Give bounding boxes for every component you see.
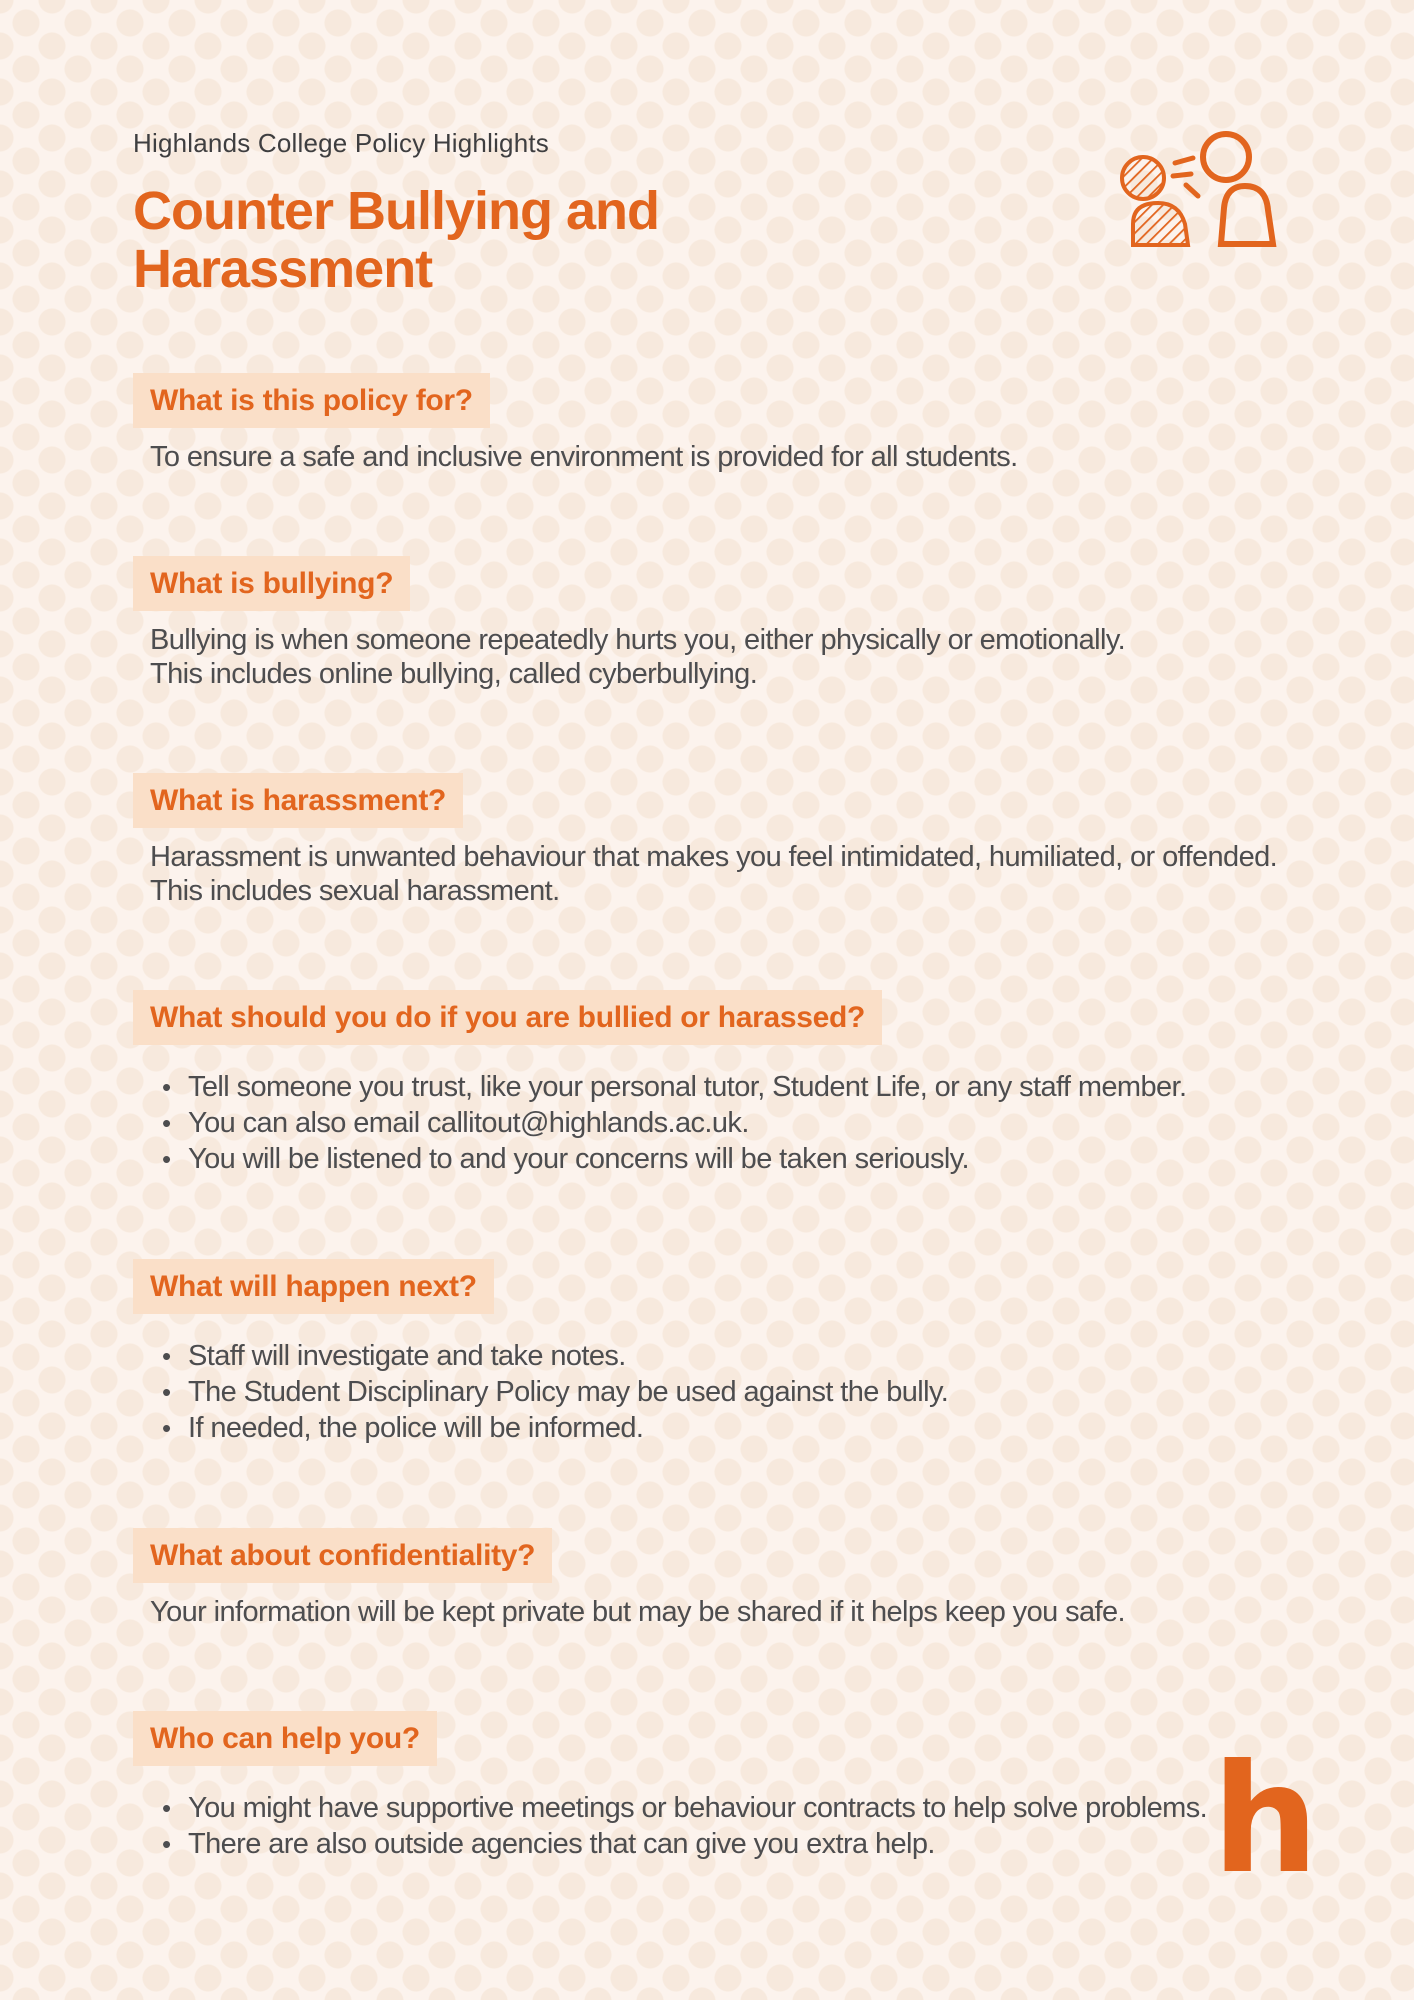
section-confidentiality <box>133 1528 1324 1629</box>
eyebrow-text: Highlands College Policy Highlights <box>133 128 549 158</box>
section-heading: Who can help you? <box>133 1711 437 1766</box>
section-paragraph: Bullying is when someone repeatedly hurts you, either physically or emotionally. <box>150 624 1126 656</box>
person-shouting-at-person-icon <box>1113 118 1285 270</box>
section-heading: What is harassment? <box>133 773 463 828</box>
section-policy-purpose <box>133 373 1324 474</box>
bullet-list <box>150 1338 1324 1446</box>
bullet-item: • You will be listened to and your concerns will be taken seriously. <box>150 1141 1324 1177</box>
section-paragraph: Your information will be kept private but may be shared if it helps keep you safe. <box>150 1596 1125 1628</box>
section-paragraph: To ensure a safe and inclusive environment is provided for all students. <box>150 441 1018 473</box>
bullet-item: • You might have supportive meetings or behaviour contracts to help solve problems. <box>150 1790 1324 1826</box>
section-heading: What about confidentiality? <box>133 1528 552 1583</box>
section-what-is-bullying <box>133 556 1324 691</box>
section-heading: What is this policy for? <box>133 373 490 428</box>
page-title: Counter Bullying and Harassment <box>133 181 659 299</box>
bullet-item: • There are also outside agencies that can give you extra help. <box>150 1826 1324 1862</box>
bullet-list <box>150 1790 1324 1862</box>
section-heading: What should you do if you are bullied or harassed? <box>133 990 882 1045</box>
section-what-happens-next <box>133 1259 1324 1446</box>
sections-container <box>133 373 1324 1862</box>
highlands-h-logo: h <box>1212 1733 1317 1907</box>
bullet-item: • If needed, the police will be informed. <box>150 1410 1324 1446</box>
bullet-item: • The Student Disciplinary Policy may be used against the bully. <box>150 1374 1324 1410</box>
section-paragraph: This includes online bullying, called cyberbullying. <box>150 658 758 690</box>
bullet-list <box>150 1069 1324 1177</box>
section-what-to-do <box>133 990 1324 1177</box>
bullet-item: • Staff will investigate and take notes. <box>150 1338 1324 1374</box>
section-what-is-harassment <box>133 773 1324 908</box>
section-paragraph: This includes sexual harassment. <box>150 875 560 907</box>
section-heading: What is bullying? <box>133 556 410 611</box>
bullet-item: • Tell someone you trust, like your personal tutor, Student Life, or any staff member. <box>150 1069 1324 1105</box>
section-heading: What will happen next? <box>133 1259 494 1314</box>
bullet-item: • You can also email callitout@highlands.ac.uk. <box>150 1105 1324 1141</box>
section-paragraph: Harassment is unwanted behaviour that makes you feel intimidated, humiliated, or offended. <box>150 841 1278 873</box>
section-who-can-help <box>133 1711 1324 1862</box>
